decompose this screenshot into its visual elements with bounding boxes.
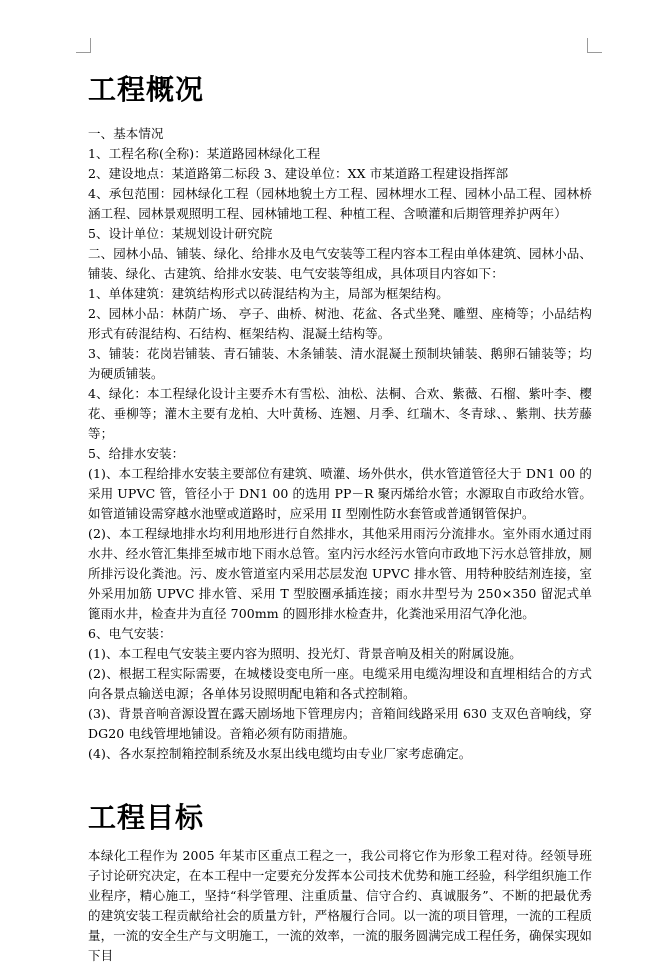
line-site-and-owner: 2、建设地点：某道路第二标段 3、建设单位：XX 市某道路工程建设指挥部 [88,166,509,181]
line-water-supply: (1)、本工程给排水安装主要部位有建筑、喷灌、场外供水，供水管道管径大于 DN1 00 的采用 UPVC 管，管径小于 DN1 00 的选用 PP－R 聚丙烯给水管；水源取自市政给水管。如管道铺设需穿越水池壁或道路时，应采用 II 型刚性防水套管或普通钢管保护。 [88,466,592,521]
line-water-heading: 5、给排水安装： [88,446,185,461]
line-design-unit: 5、设计单位：某规划设计研究院 [88,226,273,241]
line-drainage: (2)、本工程绿地排水均利用地形进行自然排水，其他采用雨污分流排水。室外雨水通过雨水井、经水管汇集排至城市地下雨水总管。室内污水经污水管向市政地下污水总管排放，厕所排污设化粪池。污、废水管道室内采用芯层发泡 UPVC 排水管、用特种胶结剂连接，室外采用加筋 UPVC 排水管、采用 T 型胶圈承插连接；雨水井型号为 250×350 留泥式单篦雨水井，检查井为直径 700mm 的圆形排水检查井，化粪池采用沼气净化池。 [88,526,593,621]
line-pump-control: (4)、各水泵控制箱控制系统及水泵出线电缆均由专业厂家考虑确定。 [88,746,472,761]
line-electrical-heading: 6、电气安装： [88,626,172,641]
line-contract-scope: 4、承包范围：园林绿化工程（园林地貌土方工程、园林埋水工程、园林小品工程、园林桥涵工程、园林景观照明工程、园林铺地工程、种植工程、含喷灌和后期管理养护两年） [88,186,592,221]
line-project-name: 1、工程名称(全称)：某道路园林绿化工程 [88,146,321,161]
document-body [88,66,592,966]
heading-project-overview: 工程概况 [88,73,205,106]
line-garden-features: 2、园林小品：林荫广场、 亭子、曲桥、树池、花盆、各式坐凳、雕塑、座椅等；小品结构形式有砖混结构、石结构、框架结构、混凝土结构等。 [88,306,592,341]
line-electrical-scope: (1)、本工程电气安装主要内容为照明、投光灯、背景音响及相关的附属设施。 [88,646,522,661]
crop-mark-top-right [587,38,602,53]
crop-mark-top-left [76,38,91,53]
paragraph-project-goals: 本绿化工程作为 2005 年某市区重点工程之一，我公司将它作为形象工程对待。经领导班子讨论研究决定，在本工程中一定要充分发挥本公司技术优势和施工经验，科学组织施工作业程序，精心施工，坚持“科学管理、注重质量、信守合约、真诚服务”、不断的把最优秀的建筑安装工程贡献给社会的质量方针，严格履行合同。以一流的项目管理，一流的工程质量，一流的安全生产与文明施工，一流的效率，一流的服务圆满完成工程任务，确保实现如下目 [88,848,593,963]
line-substation: (2)、根据工程实际需要，在城楼设变电所一座。电缆采用电缆沟埋设和直埋相结合的方式向各景点输送电源；各单体另设照明配电箱和各式控制箱。 [88,666,592,701]
line-greening: 4、绿化：本工程绿化设计主要乔木有雪松、油松、法桐、合欢、紫薇、石榴、紫叶李、樱花、垂柳等；灌木主要有龙柏、大叶黄杨、连翘、月季、红瑞木、冬青球、、紫荆、扶芳藤等； [88,386,592,441]
heading-project-goals: 工程目标 [88,801,205,834]
line-audio: (3)、背景音响音源设置在露天剧场地下管理房内；音箱间线路采用 630 支双色音响线，穿 DG20 电线管埋地铺设。音箱必须有防雨措施。 [88,706,592,741]
line-single-building: 1、单体建筑：建筑结构形式以砖混结构为主，局部为框架结构。 [88,286,449,301]
line-section-two-intro: 二、园林小品、铺装、绿化、给排水及电气安装等工程内容本工程由单体建筑、园林小品、铺装、绿化、古建筑、给排水安装、电气安装等组成，具体项目内容如下： [88,246,593,281]
line-basic-info: 一、基本情况 [88,126,164,141]
line-paving: 3、铺装：花岗岩铺装、青石铺装、木条铺装、清水混凝土预制块铺装、鹅卵石铺装等；均为硬质铺装。 [88,346,592,381]
